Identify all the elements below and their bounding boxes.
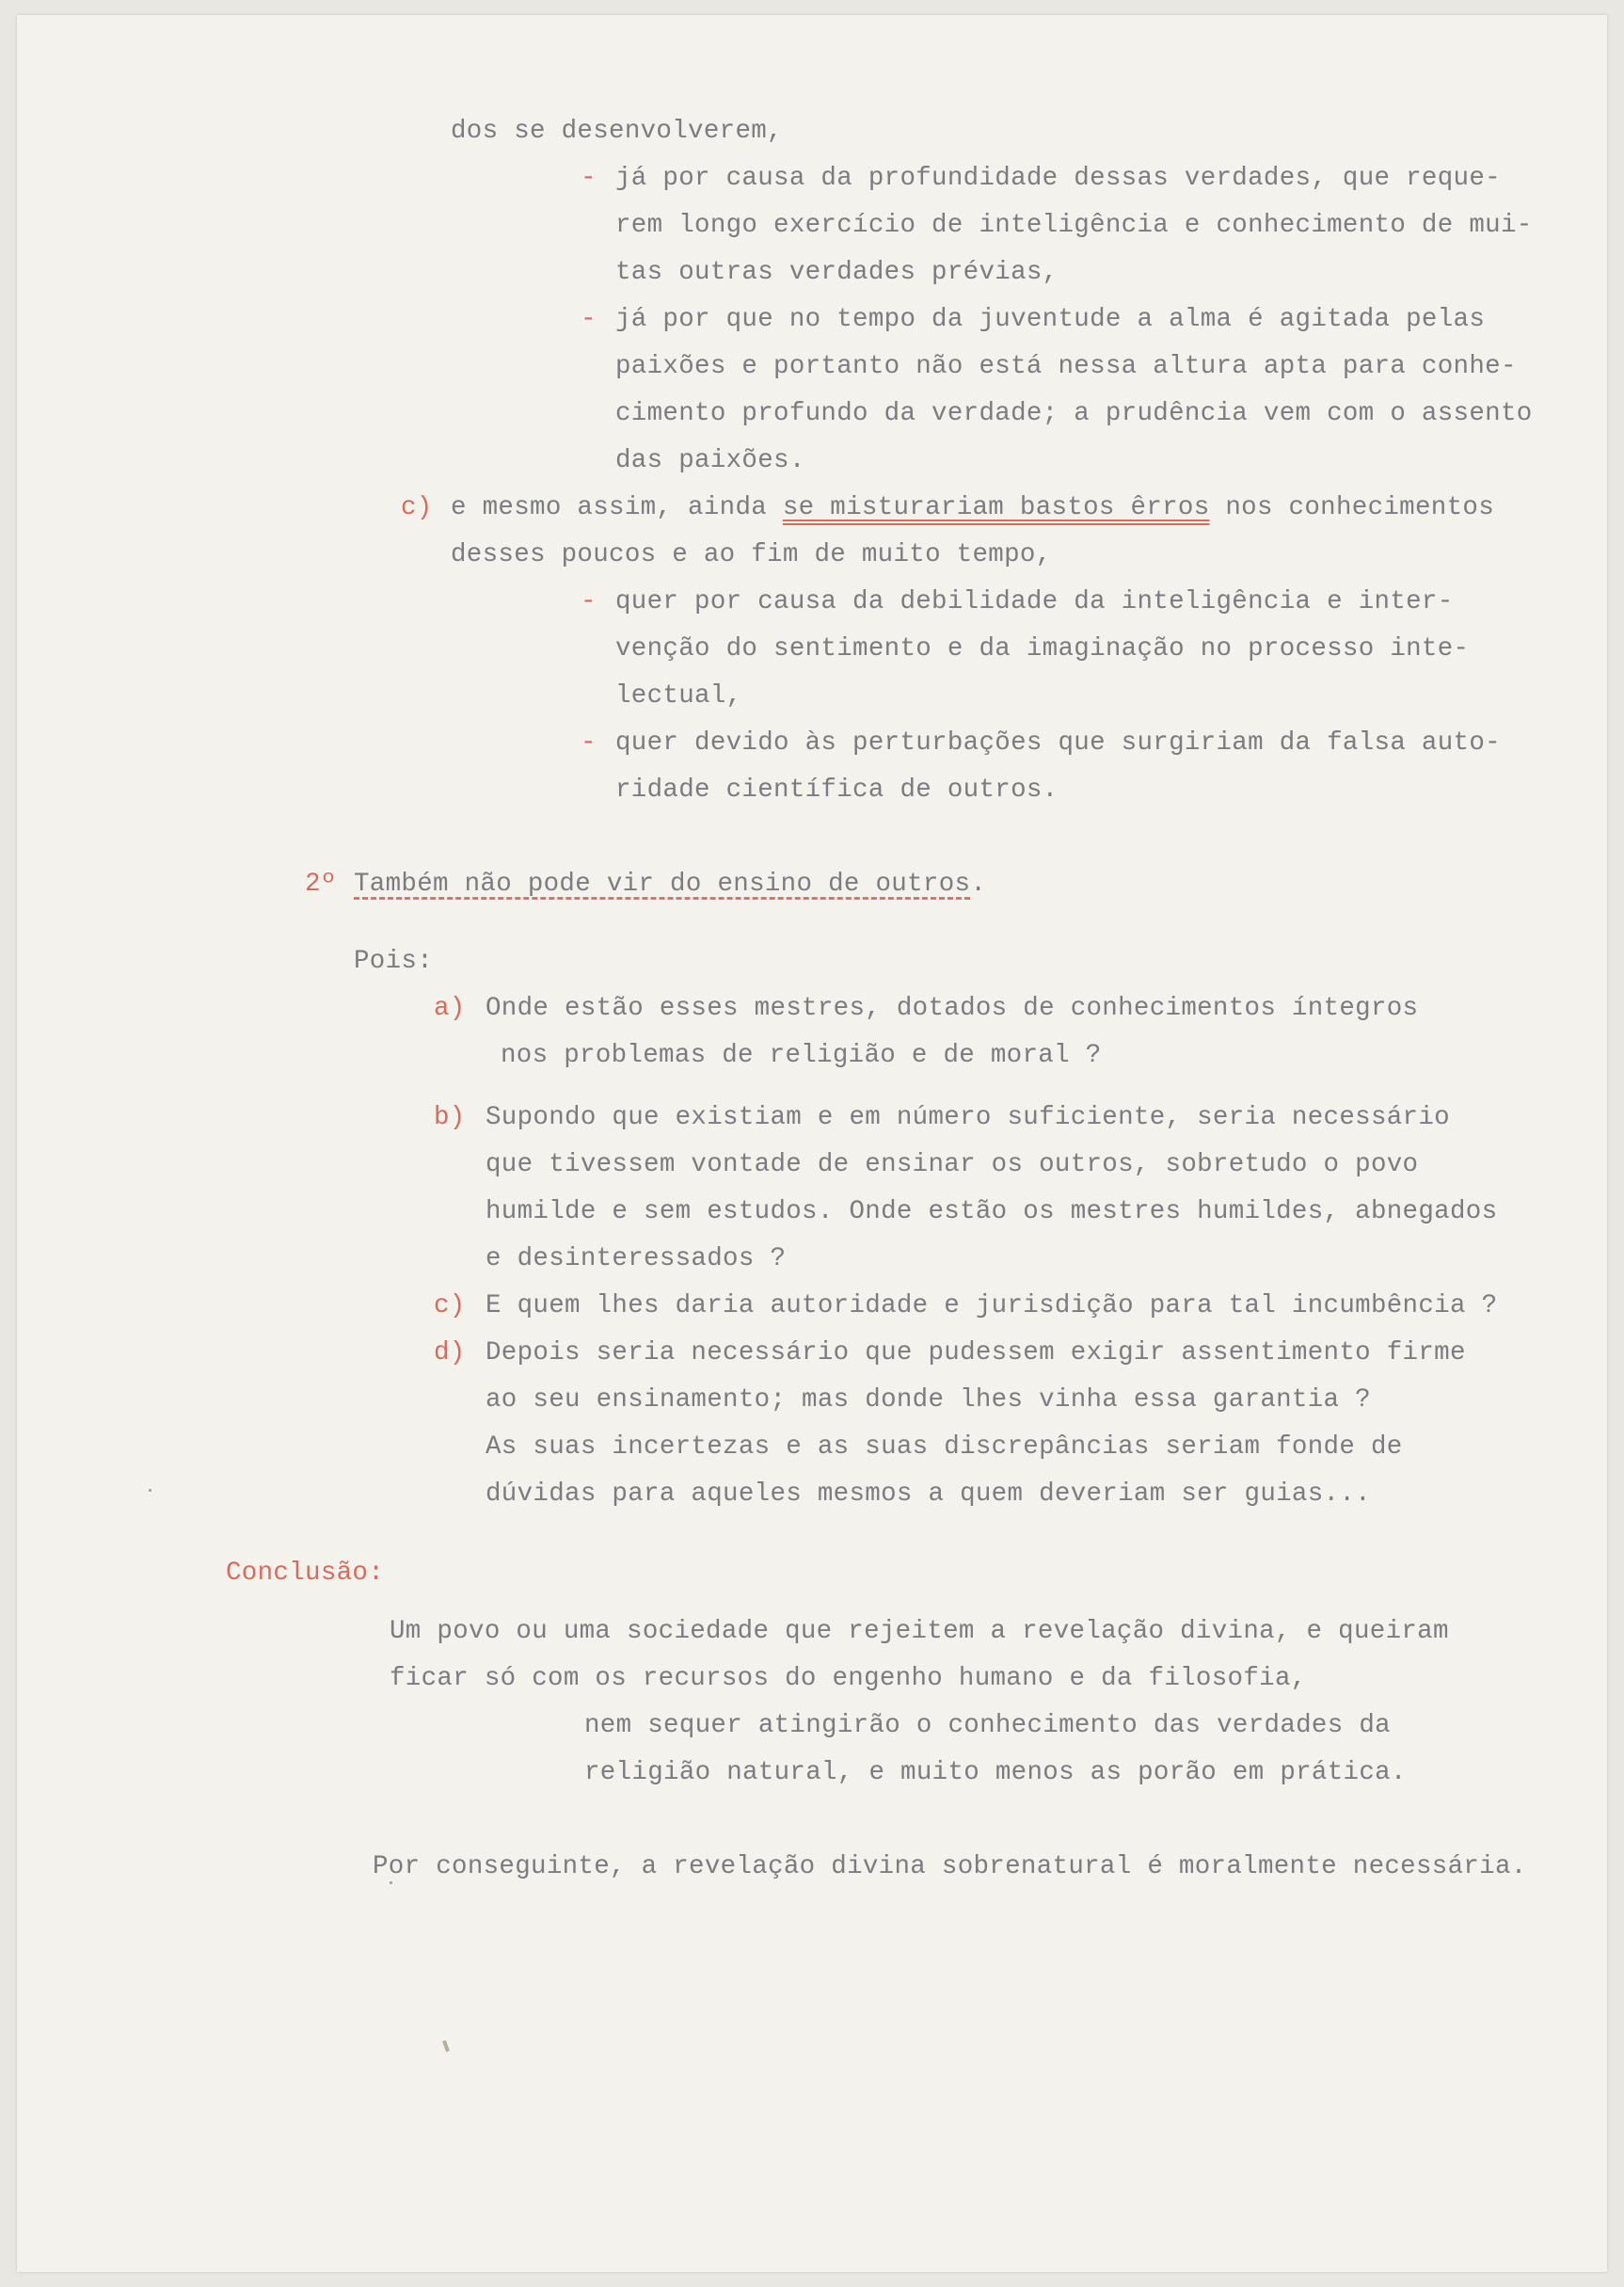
text-line: dúvidas para aqueles mesmos a quem deveriam ser guias... (486, 1479, 1371, 1509)
text-line: Pois: (354, 947, 434, 976)
text-line: quer por causa da debilidade da inteligência e inter- (615, 587, 1454, 616)
text-line: humilde e sem estudos. Onde estão os mestres humildes, abnegados (486, 1197, 1498, 1226)
text-line: das paixões. (615, 446, 805, 475)
text-line: dos se desenvolverem, (451, 117, 783, 146)
text-line: nos problemas de religião e de moral ? (501, 1041, 1102, 1070)
typewritten-page (17, 15, 1607, 2272)
text-line: lectual, (615, 681, 742, 711)
text-line: tas outras verdades prévias, (615, 258, 1059, 287)
text-line: desses poucos e ao fim de muito tempo, (451, 540, 1052, 569)
text-line: religião natural, e muito menos as porão em prática. (584, 1758, 1407, 1787)
item-marker: c) (401, 493, 433, 522)
text-line: Supondo que existiam e em número suficiente, seria necessário (486, 1103, 1450, 1132)
text-line: Depois seria necessário que pudessem exigir assentimento firme (486, 1338, 1466, 1367)
text-line: rem longo exercício de inteligência e conhecimento de mui- (615, 211, 1533, 240)
item-marker: b) (434, 1103, 466, 1132)
text-line: Onde estão esses mestres, dotados de conhecimentos íntegros (486, 994, 1419, 1023)
dash-marker: - (581, 587, 597, 616)
text-line: e desinteressados ? (486, 1244, 787, 1273)
text-line: e mesmo assim, ainda se misturariam bastos êrros nos conhecimentos (451, 493, 1494, 522)
text-line: quer devido às perturbações que surgiriam da falsa auto- (615, 728, 1501, 758)
paper-speck (149, 1489, 151, 1492)
text-line: já por causa da profundidade dessas verdades, que reque- (615, 164, 1501, 193)
dash-marker: - (581, 305, 597, 334)
paper-speck (390, 1881, 392, 1884)
text-line: nem sequer atingirão o conhecimento das verdades da (584, 1711, 1391, 1740)
text-line: cimento profundo da verdade; a prudência vem com o assento (615, 399, 1533, 428)
dash-marker: - (581, 164, 597, 193)
item-marker: c) (434, 1291, 466, 1320)
text-line: ficar só com os recursos do engenho humano e da filosofia, (390, 1664, 1307, 1693)
section-number: 2º (305, 870, 337, 899)
text-line: ao seu ensinamento; mas donde lhes vinha essa garantia ? (486, 1385, 1371, 1415)
section-heading: Também não pode vir do ensino de outros. (354, 870, 987, 899)
text-line: venção do sentimento e da imaginação no processo inte- (615, 634, 1470, 664)
item-marker: a) (434, 994, 466, 1023)
paper-mark (442, 2040, 450, 2053)
text-line: já por que no tempo da juventude a alma é agitada pelas (615, 305, 1486, 334)
conclusion-heading: Conclusão: (226, 1559, 385, 1588)
underlined-heading: Também não pode vir do ensino de outros (354, 870, 971, 899)
final-statement: Por conseguinte, a revelação divina sobrenatural é moralmente necessária. (373, 1852, 1527, 1881)
text-line: ridade científica de outros. (615, 776, 1059, 805)
text-line: que tivessem vontade de ensinar os outros, sobretudo o povo (486, 1150, 1419, 1179)
underlined-phrase: se misturariam bastos êrros (782, 493, 1210, 522)
text-line: Um povo ou uma sociedade que rejeitem a revelação divina, e queiram (390, 1617, 1449, 1646)
item-marker: d) (434, 1338, 466, 1367)
dash-marker: - (581, 728, 597, 758)
text-line: E quem lhes daria autoridade e jurisdição para tal incumbência ? (486, 1291, 1498, 1320)
text-line: As suas incertezas e as suas discrepâncias seriam fonde de (486, 1432, 1403, 1462)
text-line: paixões e portanto não está nessa altura apta para conhe- (615, 352, 1517, 381)
